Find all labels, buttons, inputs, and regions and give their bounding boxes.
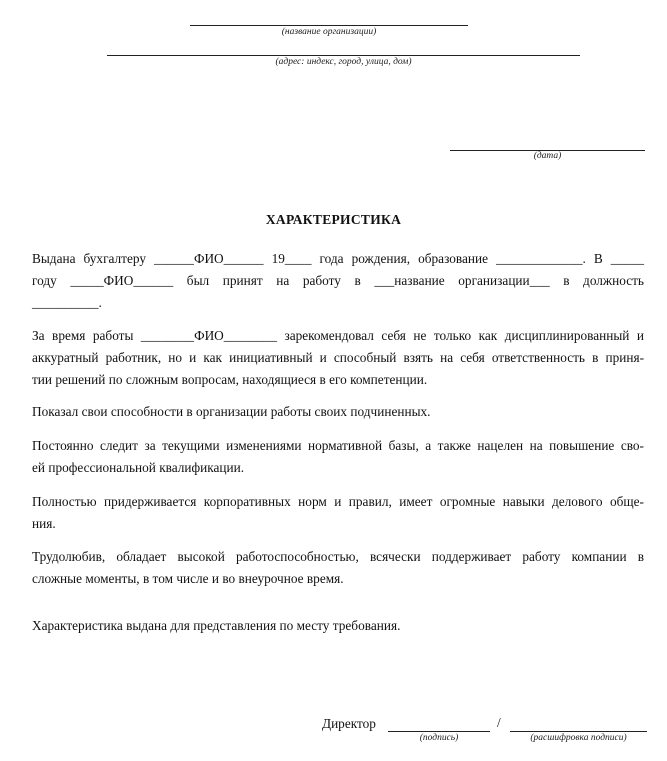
signature-role: Директор	[322, 716, 376, 731]
paragraph-line: __________.	[32, 295, 102, 310]
paragraph-corporate-norms	[32, 491, 644, 535]
document-title: ХАРАКТЕРИСТИКА	[265, 212, 402, 227]
paragraph-work-record	[32, 325, 644, 391]
paragraph-line: Выдана бухгалтеру ______ФИО______ 19____ года рождения, образование _____________. В _____	[32, 251, 644, 266]
org-name-line	[190, 25, 468, 26]
paragraph-line: Показал свои способности в организации работы своих подчиненных.	[32, 404, 431, 419]
paragraph-line: тии решений по сложным вопросам, находящиеся в его компетенции.	[32, 372, 428, 387]
paragraph-purpose	[32, 615, 644, 637]
paragraph-line: Постоянно следит за текущими изменениями нормативной базы, а также нацелен на повышение сво-	[32, 438, 644, 453]
paragraph-regulations	[32, 435, 644, 479]
paragraph-line: году _____ФИО______ был принят на работу в ___название организации___ в должность	[32, 273, 644, 288]
signature-decode-line	[510, 731, 647, 732]
paragraph-issued-to	[32, 248, 644, 314]
paragraph-line: ей профессиональной квалификации.	[32, 460, 245, 475]
paragraph-line: ния.	[32, 516, 56, 531]
paragraph-line: За время работы ________ФИО________ зарекомендовал себя не только как дисциплинированный и	[32, 328, 644, 343]
paragraph-abilities	[32, 401, 644, 423]
signature-decode-caption: (расшифровка подписи)	[530, 733, 627, 743]
paragraph-line: Характеристика выдана для представления по месту требования.	[32, 618, 401, 633]
paragraph-hardworking	[32, 546, 644, 590]
address-line	[107, 55, 580, 56]
signature-caption: (подпись)	[419, 733, 459, 743]
signature-line	[388, 731, 490, 732]
paragraph-line: Трудолюбив, обладает высокой работоспособностью, всячески поддерживает работу компании в	[32, 549, 644, 564]
paragraph-line: сложные моменты, в том числе и во внеурочное время.	[32, 571, 344, 586]
paragraph-line: аккуратный работник, но и как инициативный и способный взять на себя ответственность в приня-	[32, 350, 644, 365]
address-caption: (адрес: индекс, город, улица, дом)	[275, 57, 412, 67]
paragraph-line: Полностью придерживается корпоративных норм и правил, имеет огромные навыки делового обще-	[32, 494, 644, 509]
org-name-caption: (название организации)	[281, 27, 377, 37]
date-caption: (дата)	[533, 151, 562, 161]
signature-separator: /	[497, 715, 501, 730]
